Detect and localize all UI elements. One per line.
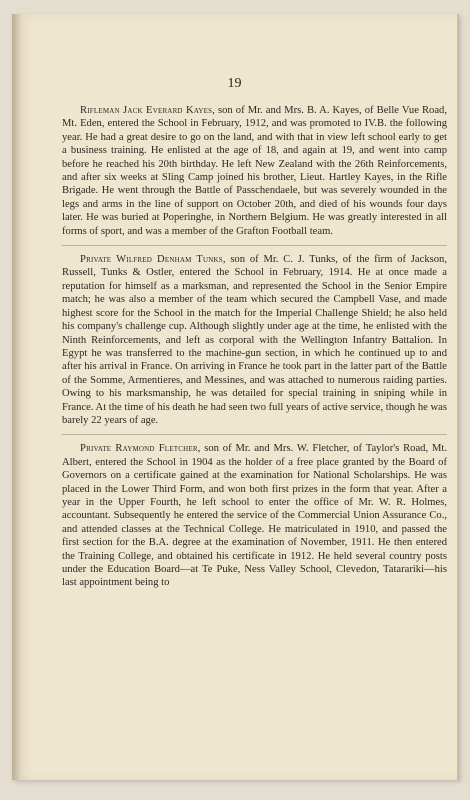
entry-name: Private Wilfred Denham Tunks [80, 254, 223, 266]
page-number: 19 [227, 76, 242, 91]
book-page [12, 14, 459, 780]
entry-fletcher [62, 442, 447, 589]
entry-text: , son of Mr. C. J. Tunks, of the firm of Jackson, Russell, Tunks & Ostler, entered the School in February, 1914. He at once made a reputation for himself as a marksman, and represented the School in the Senior Empire match; he was also a member of the team which secured the Campbell Vase, and made highest score for the School in the match for the Imperial Challenge Shield; he also held his company's challenge cup. Although slightly under age at the time, he enlisted with the Ninth Reinforcements, and left as corporal with the Wellington Infantry Battalion. In Egypt he was transferred to the machine-gun section, in which he continued up to and after his arrival in France. On arriving in France he took part in the latter part of the Battle of the Somme, Armentieres, and Messines, and was attached to numerous raiding parties. Owing to his marksmanship, he was detailed for special training in sniping while in France. At the time of his death he had seen two full years of active service, though he was barely 22 years of age. [62, 254, 447, 426]
entry-tunks [62, 253, 447, 427]
section-divider [62, 434, 447, 435]
entry-name: Rifleman Jack Everard Kayes [80, 105, 213, 116]
entry-text: , son of Mr. and Mrs. B. A. Kayes, of Belle Vue Road, Mt. Eden, entered the School in February, 1912, and was promoted to IV.B. the following year. He had a great desire to go on the land, and with that in view left school early to get a business training. He enlisted at the age of 18, and again at 19, and went into camp before he reached his 20th birthday. He left New Zealand with the 26th Reinforcements, and after six weeks at Sling Camp joined his brother, Lieut. Hartley Kayes, in the Rifle Brigade. He went through the Battle of Passchendaele, but was severely wounded in the legs and arms in the line of support on October 20th, and died of his wounds four days later. He was buried at Poperinghe, in Northern Belgium. He was greatly interested in all forms of sport, and was a member of the Grafton Football team. [62, 105, 448, 237]
page-gutter [12, 14, 22, 780]
page-body [62, 104, 447, 597]
section-divider [62, 245, 447, 246]
entry-kayes [62, 104, 447, 238]
entry-name: Private Raymond Fletcher [80, 443, 198, 455]
entry-text: , son of Mr. and Mrs. W. Fletcher, of Taylor's Road, Mt. Albert, entered the School in 1904 as the holder of a free place granted by the Board of Governors on a certificate gained at the examination for National Scholarships. He was placed in the Lower Third Form, and won both first prizes in the form that year. After a year in the Upper Fourth, he left school to enter the office of Mr. W. R. Holmes, accountant. Subsequently he entered the service of the Commercial Union Assurance Co., and attended classes at the Technical College. He matriculated in 1910, and passed the first section for the B.A. degree at the examination of November, 1911. He then entered the Training College, and obtained his certificate in 1912. He held several country posts under the Education Board—at Te Puke, Ness Valley School, Clevedon, Tatarariki—his last appointment being to [62, 443, 447, 589]
